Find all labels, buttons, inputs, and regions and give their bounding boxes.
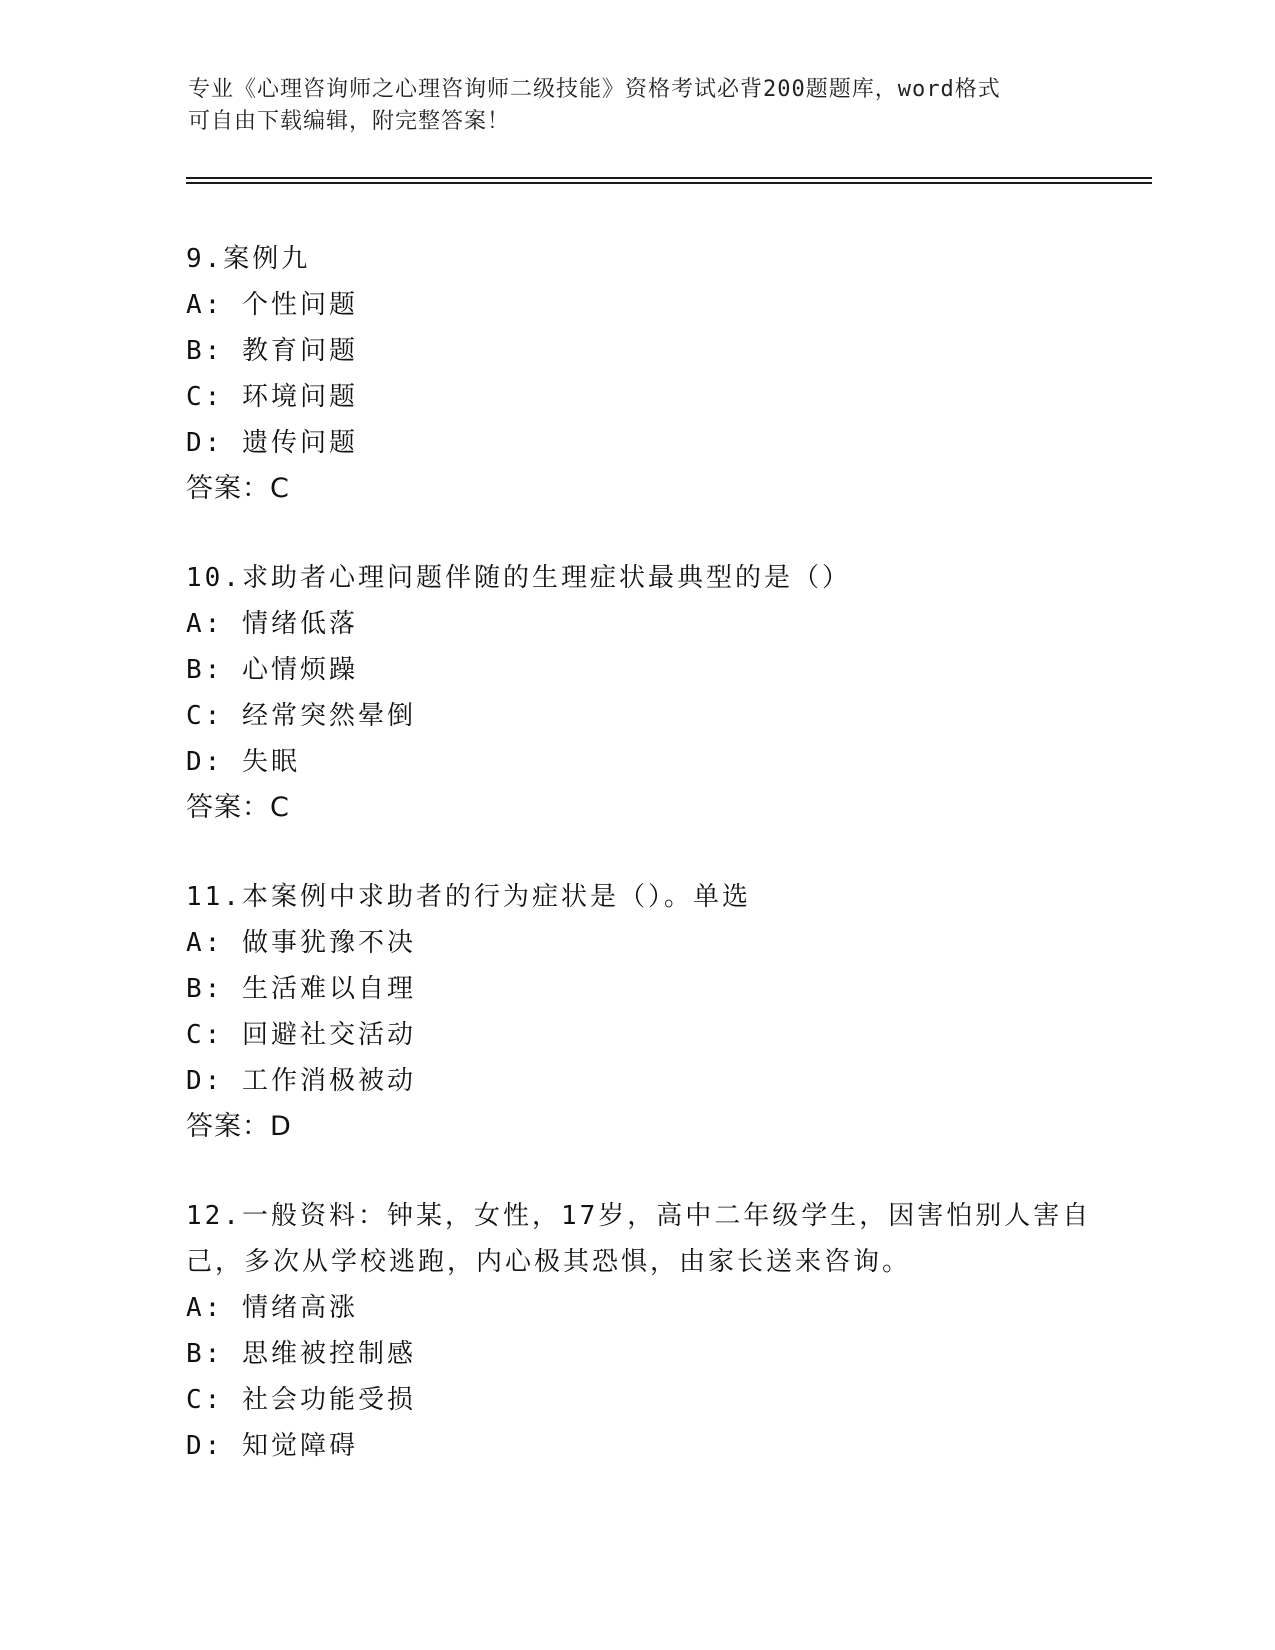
option-c: C: 回避社交活动 <box>186 1020 416 1050</box>
header-divider-top <box>186 177 1152 179</box>
question-spacer <box>186 1150 1126 1193</box>
option-a: A: 个性问题 <box>186 290 358 320</box>
question-11 <box>186 874 1126 1150</box>
option-a: A: 情绪低落 <box>186 609 358 639</box>
question-stem: 11.本案例中求助者的行为症状是（）。单选 <box>186 882 751 912</box>
option-d: D: 知觉障碍 <box>186 1431 358 1461</box>
question-9 <box>186 236 1126 512</box>
answer-line: 答案：D <box>186 1111 292 1142</box>
question-stem: 12.一般资料：钟某，女性，17岁，高中二年级学生，因害怕别人害自己，多次从学校逃跑，内心极其恐惧，由家长送来咨询。 <box>186 1201 1092 1277</box>
option-b: B: 生活难以自理 <box>186 974 416 1004</box>
question-12 <box>186 1193 1126 1469</box>
header-divider-bottom <box>186 182 1152 184</box>
header-line-2: 可自由下载编辑，附完整答案！ <box>188 109 511 134</box>
document-header <box>188 74 1088 138</box>
option-b: B: 心情烦躁 <box>186 655 358 685</box>
option-c: C: 经常突然晕倒 <box>186 701 416 731</box>
question-spacer <box>186 512 1126 555</box>
option-a: A: 做事犹豫不决 <box>186 928 416 958</box>
question-10 <box>186 555 1126 831</box>
option-d: D: 失眠 <box>186 747 300 777</box>
question-spacer <box>186 831 1126 874</box>
header-line-1: 专业《心理咨询师之心理咨询师二级技能》资格考试必背200题题库，word格式 <box>188 77 1001 102</box>
option-d: D: 遗传问题 <box>186 428 358 458</box>
option-c: C: 环境问题 <box>186 382 358 412</box>
option-a: A: 情绪高涨 <box>186 1293 358 1323</box>
option-d: D: 工作消极被动 <box>186 1066 416 1096</box>
question-list <box>186 236 1126 1469</box>
question-stem: 10.求助者心理问题伴随的生理症状最典型的是（） <box>186 563 851 593</box>
answer-line: 答案：C <box>186 473 290 504</box>
question-stem: 9.案例九 <box>186 244 311 274</box>
option-c: C: 社会功能受损 <box>186 1385 416 1415</box>
option-b: B: 思维被控制感 <box>186 1339 416 1369</box>
option-b: B: 教育问题 <box>186 336 358 366</box>
answer-line: 答案：C <box>186 792 290 823</box>
